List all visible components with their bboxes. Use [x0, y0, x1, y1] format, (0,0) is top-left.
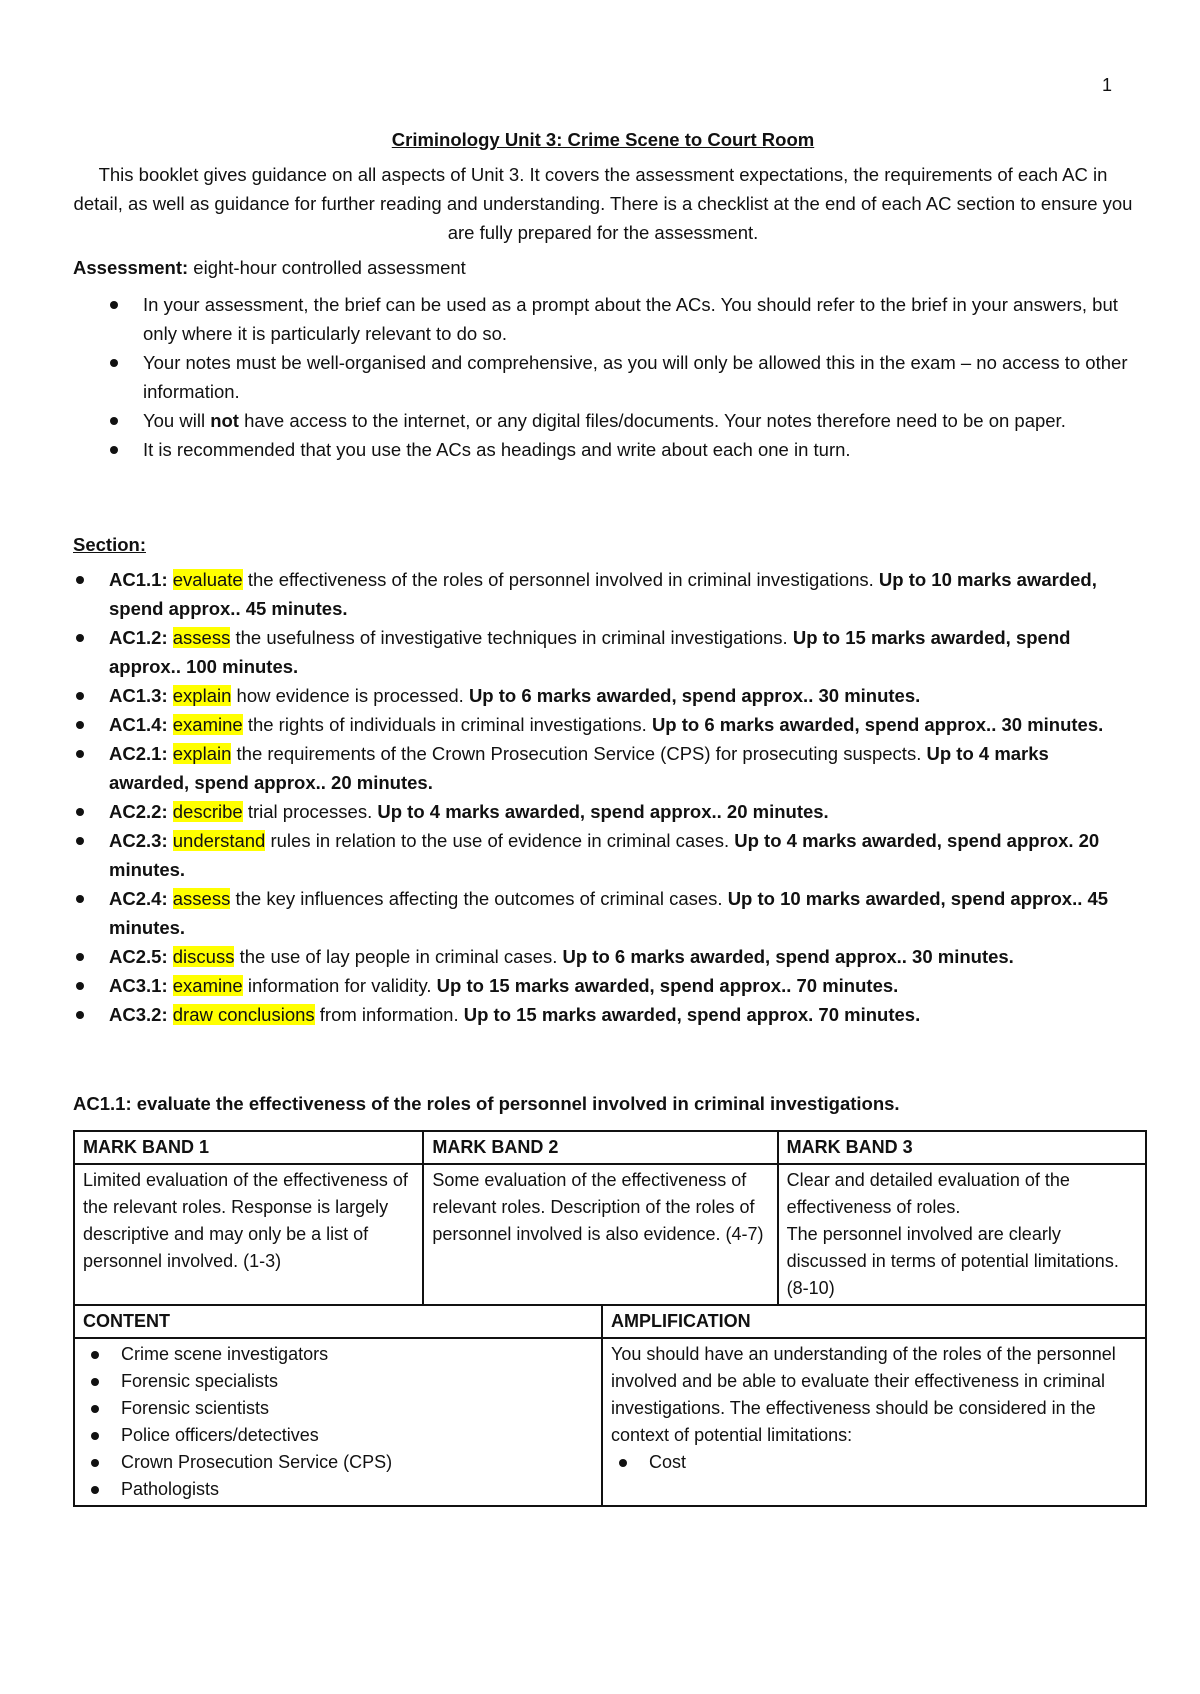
ac-item: AC2.4: assess the key influences affecting the outcomes of criminal cases. Up to 10 marks awarded, spend approx.. 45 minutes.: [109, 884, 1133, 942]
mark-band-table: [73, 1130, 1147, 1507]
mark-band-3-text: Clear and detailed evaluation of the effectiveness of roles. The personnel involved are clearly discussed in terms of potential limitations. (8-10): [778, 1164, 1146, 1305]
verb-highlight: examine: [172, 714, 243, 735]
assessment-text: eight-hour controlled assessment: [188, 257, 466, 278]
verb-highlight: assess: [172, 888, 231, 909]
ac-list: [73, 565, 1133, 1029]
ac-item: AC1.3: explain how evidence is processed. Up to 6 marks awarded, spend approx.. 30 minutes.: [109, 681, 1133, 710]
mark-band-1-label: MARK BAND 1: [74, 1131, 423, 1164]
list-item: Police officers/detectives: [121, 1422, 593, 1449]
list-item: In your assessment, the brief can be used as a prompt about the ACs. You should refer to the brief in your answers, but only where it is particularly relevant to do so.: [143, 290, 1133, 348]
mark-band-2-label: MARK BAND 2: [423, 1131, 777, 1164]
ac-item: AC1.2: assess the usefulness of investigative techniques in criminal investigations. Up to 15 marks awarded, spend approx.. 100 minutes.: [109, 623, 1133, 681]
verb-highlight: explain: [172, 685, 232, 706]
ac-item: AC1.4: examine the rights of individuals in criminal investigations. Up to 6 marks awarded, spend approx.. 30 minutes.: [109, 710, 1133, 739]
section-label: Section:: [73, 534, 146, 555]
list-item: It is recommended that you use the ACs as headings and write about each one in turn.: [143, 435, 1133, 464]
list-item: Pathologists: [121, 1476, 593, 1503]
ac-item: AC1.1: evaluate the effectiveness of the roles of personnel involved in criminal investigations. Up to 10 marks awarded, spend approx.. 45 minutes.: [109, 565, 1133, 623]
content-label: CONTENT: [74, 1305, 602, 1338]
mark-band-1-text: Limited evaluation of the effectiveness of the relevant roles. Response is largely descriptive and may only be a list of personnel involved. (1-3): [74, 1164, 423, 1305]
verb-highlight: examine: [172, 975, 243, 996]
amplification-list: [611, 1449, 1137, 1476]
ac-item: AC3.2: draw conclusions from information. Up to 15 marks awarded, spend approx. 70 minutes.: [109, 1000, 1133, 1029]
amplification-cell: [602, 1338, 1146, 1506]
assessment-line: [73, 253, 1133, 282]
list-item: Cost: [649, 1449, 1137, 1476]
page-number: 1: [1101, 75, 1112, 95]
list-item: Your notes must be well-organised and comprehensive, as you will only be allowed this in the exam – no access to other information.: [143, 348, 1133, 406]
document-title: Criminology Unit 3: Crime Scene to Court Room: [391, 129, 815, 150]
list-item: Forensic scientists: [121, 1395, 593, 1422]
ac-item: AC3.1: examine information for validity. Up to 15 marks awarded, spend approx.. 70 minutes.: [109, 971, 1133, 1000]
ac-item: AC2.3: understand rules in relation to the use of evidence in criminal cases. Up to 4 marks awarded, spend approx. 20 minutes.: [109, 826, 1133, 884]
verb-highlight: understand: [172, 830, 266, 851]
ac-item: AC2.2: describe trial processes. Up to 4 marks awarded, spend approx.. 20 minutes.: [109, 797, 1133, 826]
ac-item: AC2.5: discuss the use of lay people in criminal cases. Up to 6 marks awarded, spend approx.. 30 minutes.: [109, 942, 1133, 971]
content-list: [83, 1341, 593, 1503]
ac11-heading: AC1.1: evaluate the effectiveness of the roles of personnel involved in criminal investigations.: [73, 1093, 900, 1114]
document-body: [73, 125, 1133, 1507]
amplification-text: You should have an understanding of the roles of the personnel involved and be able to evaluate their effectiveness in criminal investigations. The effectiveness should be considered in the context of potential limitations:: [611, 1344, 1116, 1445]
verb-highlight: discuss: [172, 946, 235, 967]
list-item: You will not have access to the internet, or any digital files/documents. Your notes therefore need to be on paper.: [143, 406, 1133, 435]
assessment-label: Assessment:: [73, 257, 189, 278]
list-item: Forensic specialists: [121, 1368, 593, 1395]
mark-band-3-label: MARK BAND 3: [778, 1131, 1146, 1164]
verb-highlight: describe: [172, 801, 243, 822]
list-item: Crown Prosecution Service (CPS): [121, 1449, 593, 1476]
verb-highlight: draw conclusions: [172, 1004, 315, 1025]
content-cell: [74, 1338, 602, 1506]
verb-highlight: evaluate: [172, 569, 243, 590]
verb-highlight: assess: [172, 627, 231, 648]
intro-paragraph: This booklet gives guidance on all aspects of Unit 3. It covers the assessment expectations, the requirements of each AC in detail, as well as guidance for further reading and understanding. There is a checklist at the end of each AC section to ensure you are fully prepared for the assessment.: [73, 164, 1133, 243]
mark-band-2-text: Some evaluation of the effectiveness of relevant roles. Description of the roles of personnel involved is also evidence. (4-7): [423, 1164, 777, 1305]
assessment-bullets: [73, 290, 1133, 464]
ac-item: AC2.1: explain the requirements of the Crown Prosecution Service (CPS) for prosecuting suspects. Up to 4 marks awarded, spend approx.. 20 minutes.: [109, 739, 1133, 797]
list-item: Crime scene investigators: [121, 1341, 593, 1368]
amplification-label: AMPLIFICATION: [602, 1305, 1146, 1338]
verb-highlight: explain: [172, 743, 232, 764]
